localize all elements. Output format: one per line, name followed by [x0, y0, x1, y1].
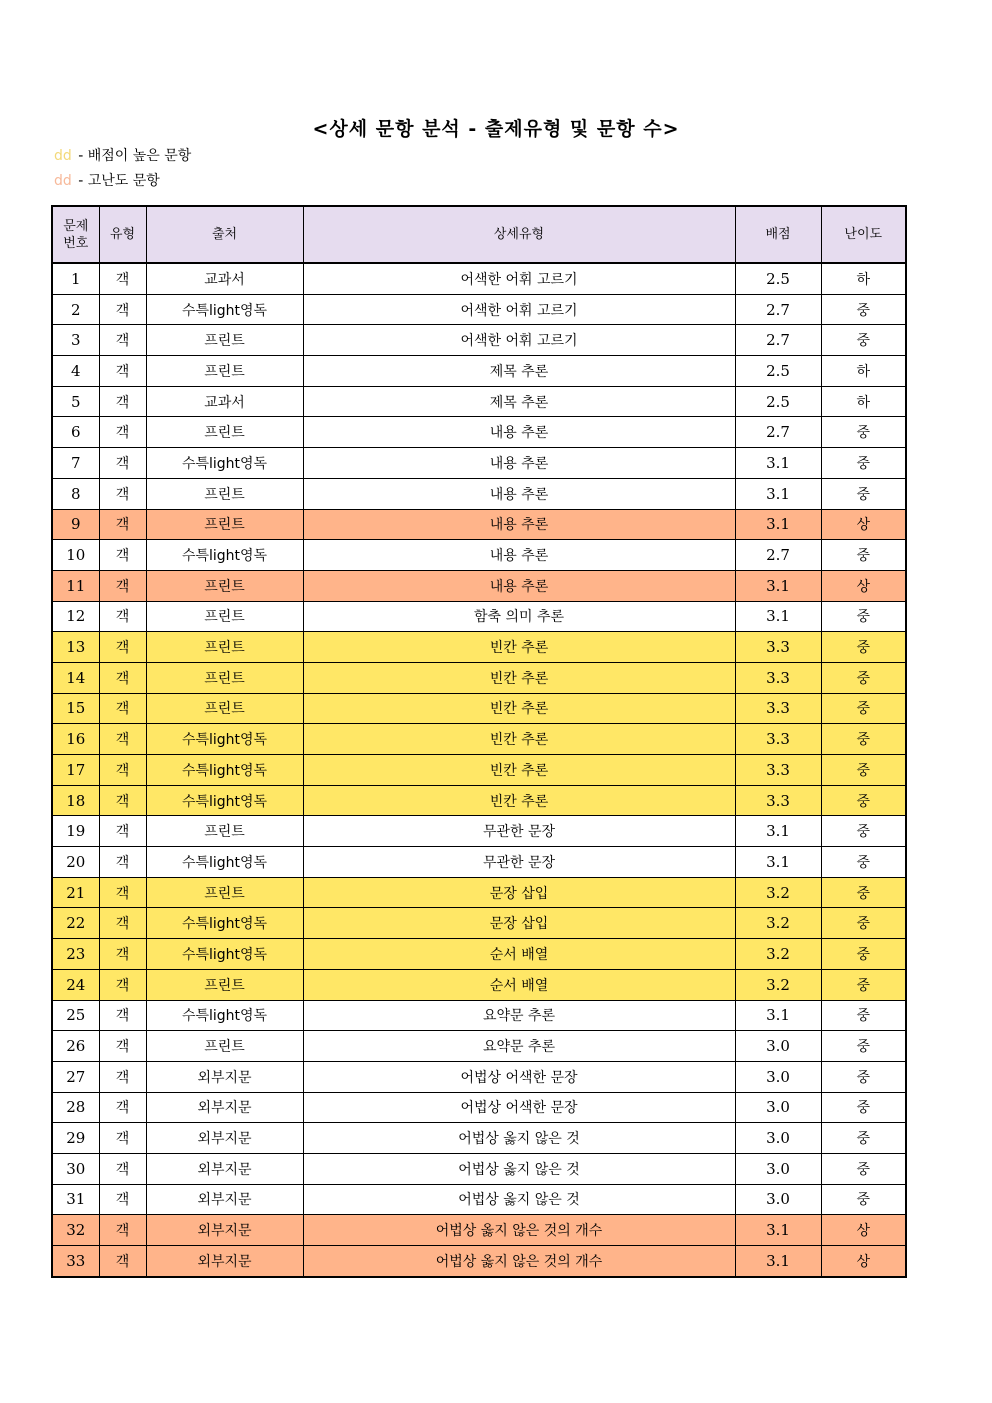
cell-number: 8 [52, 478, 99, 509]
table-row [52, 1092, 906, 1123]
cell-number: 14 [52, 662, 99, 693]
cell-level: 중 [821, 325, 906, 356]
header-detail: 상세유형 [303, 206, 735, 263]
cell-score: 3.0 [735, 1123, 821, 1154]
cell-detail: 요약문 추론 [303, 1000, 735, 1031]
cell-score: 3.1 [735, 478, 821, 509]
cell-level: 중 [821, 540, 906, 571]
cell-detail: 어법상 옳지 않은 것 [303, 1123, 735, 1154]
cell-level: 중 [821, 724, 906, 755]
cell-source: 외부지문 [146, 1153, 303, 1184]
cell-score: 3.0 [735, 1061, 821, 1092]
cell-source: 프린트 [146, 662, 303, 693]
cell-type: 객 [99, 263, 146, 294]
table-row [52, 294, 906, 325]
cell-score: 2.7 [735, 325, 821, 356]
table-row [52, 908, 906, 939]
cell-number: 27 [52, 1061, 99, 1092]
cell-type: 객 [99, 847, 146, 878]
cell-source: 프린트 [146, 601, 303, 632]
cell-number: 18 [52, 785, 99, 816]
cell-detail: 순서 배열 [303, 939, 735, 970]
page-title: <상세 문항 분석 - 출제유형 및 문항 수> [312, 118, 680, 140]
header-number-line2: 번호 [63, 235, 89, 251]
cell-score: 3.2 [735, 939, 821, 970]
cell-level: 중 [821, 1031, 906, 1062]
cell-source: 교과서 [146, 263, 303, 294]
table-row [52, 509, 906, 540]
cell-detail: 문장 삽입 [303, 877, 735, 908]
cell-number: 12 [52, 601, 99, 632]
table-row [52, 1184, 906, 1215]
header-score: 배점 [735, 206, 821, 263]
cell-score: 2.5 [735, 263, 821, 294]
cell-detail: 어색한 어휘 고르기 [303, 325, 735, 356]
cell-level: 중 [821, 877, 906, 908]
cell-level: 중 [821, 632, 906, 663]
cell-source: 프린트 [146, 969, 303, 1000]
table-header-row [52, 206, 906, 263]
cell-type: 객 [99, 1246, 146, 1277]
cell-score: 3.0 [735, 1153, 821, 1184]
cell-source: 수특light영독 [146, 540, 303, 571]
cell-level: 중 [821, 939, 906, 970]
cell-detail: 어법상 옳지 않은 것의 개수 [303, 1215, 735, 1246]
cell-number: 26 [52, 1031, 99, 1062]
cell-type: 객 [99, 1123, 146, 1154]
table-row [52, 601, 906, 632]
table-body [52, 263, 906, 1277]
table-row [52, 1061, 906, 1092]
cell-level: 상 [821, 1215, 906, 1246]
cell-level: 중 [821, 478, 906, 509]
cell-type: 객 [99, 1215, 146, 1246]
cell-detail: 내용 추론 [303, 570, 735, 601]
cell-detail: 어법상 옳지 않은 것의 개수 [303, 1246, 735, 1277]
cell-level: 중 [821, 1000, 906, 1031]
table-row [52, 263, 906, 294]
cell-score: 3.3 [735, 724, 821, 755]
cell-level: 중 [821, 662, 906, 693]
cell-number: 21 [52, 877, 99, 908]
cell-score: 3.1 [735, 601, 821, 632]
cell-number: 7 [52, 448, 99, 479]
table-row [52, 325, 906, 356]
cell-detail: 함축 의미 추론 [303, 601, 735, 632]
table-row [52, 1031, 906, 1062]
cell-source: 수특light영독 [146, 448, 303, 479]
cell-source: 프린트 [146, 570, 303, 601]
cell-type: 객 [99, 1061, 146, 1092]
cell-type: 객 [99, 356, 146, 387]
table-row [52, 386, 906, 417]
cell-score: 3.0 [735, 1184, 821, 1215]
legend-hard [54, 170, 160, 190]
cell-number: 6 [52, 417, 99, 448]
cell-type: 객 [99, 570, 146, 601]
cell-source: 프린트 [146, 1031, 303, 1062]
cell-score: 3.1 [735, 509, 821, 540]
cell-detail: 무관한 문장 [303, 816, 735, 847]
cell-number: 28 [52, 1092, 99, 1123]
cell-level: 하 [821, 356, 906, 387]
cell-source: 수특light영독 [146, 847, 303, 878]
cell-type: 객 [99, 693, 146, 724]
cell-detail: 어법상 어색한 문장 [303, 1092, 735, 1123]
table-row [52, 847, 906, 878]
table-row [52, 785, 906, 816]
cell-source: 프린트 [146, 632, 303, 663]
cell-score: 3.1 [735, 1246, 821, 1277]
cell-score: 2.7 [735, 417, 821, 448]
cell-source: 외부지문 [146, 1061, 303, 1092]
cell-number: 30 [52, 1153, 99, 1184]
table-row [52, 632, 906, 663]
cell-number: 32 [52, 1215, 99, 1246]
cell-detail: 어법상 옳지 않은 것 [303, 1184, 735, 1215]
table-row [52, 356, 906, 387]
table-row [52, 969, 906, 1000]
cell-score: 3.1 [735, 1000, 821, 1031]
table-row [52, 662, 906, 693]
cell-score: 3.1 [735, 448, 821, 479]
header-level: 난이도 [821, 206, 906, 263]
cell-type: 객 [99, 448, 146, 479]
cell-detail: 내용 추론 [303, 540, 735, 571]
cell-type: 객 [99, 939, 146, 970]
cell-number: 23 [52, 939, 99, 970]
legend-high-score [54, 145, 191, 165]
cell-type: 객 [99, 509, 146, 540]
cell-source: 프린트 [146, 417, 303, 448]
cell-level: 중 [821, 847, 906, 878]
cell-type: 객 [99, 601, 146, 632]
cell-detail: 어색한 어휘 고르기 [303, 294, 735, 325]
cell-detail: 제목 추론 [303, 356, 735, 387]
table-row [52, 540, 906, 571]
cell-level: 중 [821, 448, 906, 479]
table-row [52, 1153, 906, 1184]
cell-detail: 어법상 어색한 문장 [303, 1061, 735, 1092]
table-row [52, 724, 906, 755]
cell-source: 외부지문 [146, 1246, 303, 1277]
cell-type: 객 [99, 325, 146, 356]
cell-number: 25 [52, 1000, 99, 1031]
cell-score: 3.3 [735, 632, 821, 663]
cell-score: 3.3 [735, 755, 821, 786]
analysis-table [51, 205, 907, 1278]
cell-number: 13 [52, 632, 99, 663]
table-row [52, 417, 906, 448]
cell-detail: 빈칸 추론 [303, 662, 735, 693]
cell-number: 20 [52, 847, 99, 878]
cell-source: 수특light영독 [146, 294, 303, 325]
cell-source: 수특light영독 [146, 755, 303, 786]
cell-type: 객 [99, 1153, 146, 1184]
cell-type: 객 [99, 540, 146, 571]
cell-source: 프린트 [146, 509, 303, 540]
cell-source: 외부지문 [146, 1215, 303, 1246]
cell-source: 수특light영독 [146, 908, 303, 939]
cell-level: 중 [821, 1061, 906, 1092]
cell-number: 11 [52, 570, 99, 601]
table-row [52, 478, 906, 509]
cell-number: 19 [52, 816, 99, 847]
cell-score: 3.0 [735, 1092, 821, 1123]
table-row [52, 755, 906, 786]
cell-detail: 어법상 옳지 않은 것 [303, 1153, 735, 1184]
table-row [52, 1000, 906, 1031]
cell-score: 3.3 [735, 693, 821, 724]
cell-source: 프린트 [146, 816, 303, 847]
cell-score: 3.3 [735, 662, 821, 693]
cell-source: 수특light영독 [146, 939, 303, 970]
header-number-line1: 문제 [63, 218, 89, 234]
cell-detail: 내용 추론 [303, 509, 735, 540]
cell-detail: 요약문 추론 [303, 1031, 735, 1062]
cell-number: 29 [52, 1123, 99, 1154]
cell-score: 3.1 [735, 816, 821, 847]
cell-source: 프린트 [146, 877, 303, 908]
cell-score: 2.5 [735, 356, 821, 387]
cell-score: 3.1 [735, 847, 821, 878]
cell-type: 객 [99, 969, 146, 1000]
cell-source: 수특light영독 [146, 785, 303, 816]
cell-level: 중 [821, 816, 906, 847]
cell-level: 중 [821, 294, 906, 325]
cell-source: 프린트 [146, 478, 303, 509]
cell-type: 객 [99, 1000, 146, 1031]
cell-type: 객 [99, 478, 146, 509]
cell-level: 중 [821, 417, 906, 448]
cell-level: 상 [821, 509, 906, 540]
table-row [52, 939, 906, 970]
table-row [52, 448, 906, 479]
cell-type: 객 [99, 877, 146, 908]
cell-level: 중 [821, 1153, 906, 1184]
cell-level: 중 [821, 601, 906, 632]
cell-number: 3 [52, 325, 99, 356]
cell-source: 외부지문 [146, 1184, 303, 1215]
cell-number: 4 [52, 356, 99, 387]
legend-swatch-hard: dd [54, 173, 72, 189]
cell-number: 17 [52, 755, 99, 786]
cell-number: 31 [52, 1184, 99, 1215]
legend-text-high-score: - 배점이 높은 문항 [78, 148, 192, 164]
cell-score: 3.1 [735, 1215, 821, 1246]
cell-number: 24 [52, 969, 99, 1000]
cell-level: 상 [821, 1246, 906, 1277]
cell-source: 외부지문 [146, 1123, 303, 1154]
cell-level: 하 [821, 386, 906, 417]
cell-score: 3.0 [735, 1031, 821, 1062]
cell-level: 중 [821, 969, 906, 1000]
cell-score: 3.2 [735, 969, 821, 1000]
cell-score: 3.3 [735, 785, 821, 816]
cell-detail: 내용 추론 [303, 448, 735, 479]
cell-type: 객 [99, 662, 146, 693]
legend-text-hard: - 고난도 문항 [78, 173, 160, 189]
cell-score: 3.2 [735, 908, 821, 939]
cell-level: 중 [821, 1123, 906, 1154]
cell-number: 15 [52, 693, 99, 724]
cell-type: 객 [99, 755, 146, 786]
cell-level: 중 [821, 785, 906, 816]
cell-source: 수특light영독 [146, 1000, 303, 1031]
cell-detail: 무관한 문장 [303, 847, 735, 878]
cell-score: 2.7 [735, 540, 821, 571]
table-row [52, 1246, 906, 1277]
cell-type: 객 [99, 724, 146, 755]
cell-number: 9 [52, 509, 99, 540]
cell-level: 중 [821, 755, 906, 786]
cell-detail: 빈칸 추론 [303, 785, 735, 816]
cell-number: 22 [52, 908, 99, 939]
cell-type: 객 [99, 417, 146, 448]
cell-number: 5 [52, 386, 99, 417]
cell-type: 객 [99, 785, 146, 816]
cell-type: 객 [99, 632, 146, 663]
cell-source: 외부지문 [146, 1092, 303, 1123]
cell-source: 수특light영독 [146, 724, 303, 755]
table-row [52, 816, 906, 847]
cell-level: 하 [821, 263, 906, 294]
cell-number: 33 [52, 1246, 99, 1277]
cell-level: 상 [821, 570, 906, 601]
header-number [52, 206, 99, 263]
cell-detail: 내용 추론 [303, 417, 735, 448]
cell-source: 프린트 [146, 693, 303, 724]
cell-type: 객 [99, 386, 146, 417]
cell-level: 중 [821, 1184, 906, 1215]
cell-source: 프린트 [146, 325, 303, 356]
cell-number: 10 [52, 540, 99, 571]
cell-level: 중 [821, 693, 906, 724]
cell-source: 교과서 [146, 386, 303, 417]
cell-level: 중 [821, 1092, 906, 1123]
cell-detail: 빈칸 추론 [303, 755, 735, 786]
cell-source: 프린트 [146, 356, 303, 387]
table-row [52, 877, 906, 908]
cell-number: 2 [52, 294, 99, 325]
legend-swatch-high-score: dd [54, 148, 72, 164]
cell-score: 2.7 [735, 294, 821, 325]
cell-detail: 빈칸 추론 [303, 632, 735, 663]
cell-detail: 빈칸 추론 [303, 693, 735, 724]
header-source: 출처 [146, 206, 303, 263]
cell-type: 객 [99, 1184, 146, 1215]
cell-level: 중 [821, 908, 906, 939]
cell-type: 객 [99, 908, 146, 939]
cell-type: 객 [99, 1092, 146, 1123]
cell-detail: 빈칸 추론 [303, 724, 735, 755]
cell-score: 3.2 [735, 877, 821, 908]
header-type: 유형 [99, 206, 146, 263]
cell-detail: 내용 추론 [303, 478, 735, 509]
cell-number: 16 [52, 724, 99, 755]
cell-detail: 순서 배열 [303, 969, 735, 1000]
cell-score: 3.1 [735, 570, 821, 601]
cell-score: 2.5 [735, 386, 821, 417]
cell-type: 객 [99, 294, 146, 325]
cell-detail: 제목 추론 [303, 386, 735, 417]
table-row [52, 1215, 906, 1246]
table-row [52, 1123, 906, 1154]
cell-detail: 어색한 어휘 고르기 [303, 263, 735, 294]
cell-number: 1 [52, 263, 99, 294]
cell-type: 객 [99, 1031, 146, 1062]
cell-detail: 문장 삽입 [303, 908, 735, 939]
cell-type: 객 [99, 816, 146, 847]
table-row [52, 570, 906, 601]
table-row [52, 693, 906, 724]
